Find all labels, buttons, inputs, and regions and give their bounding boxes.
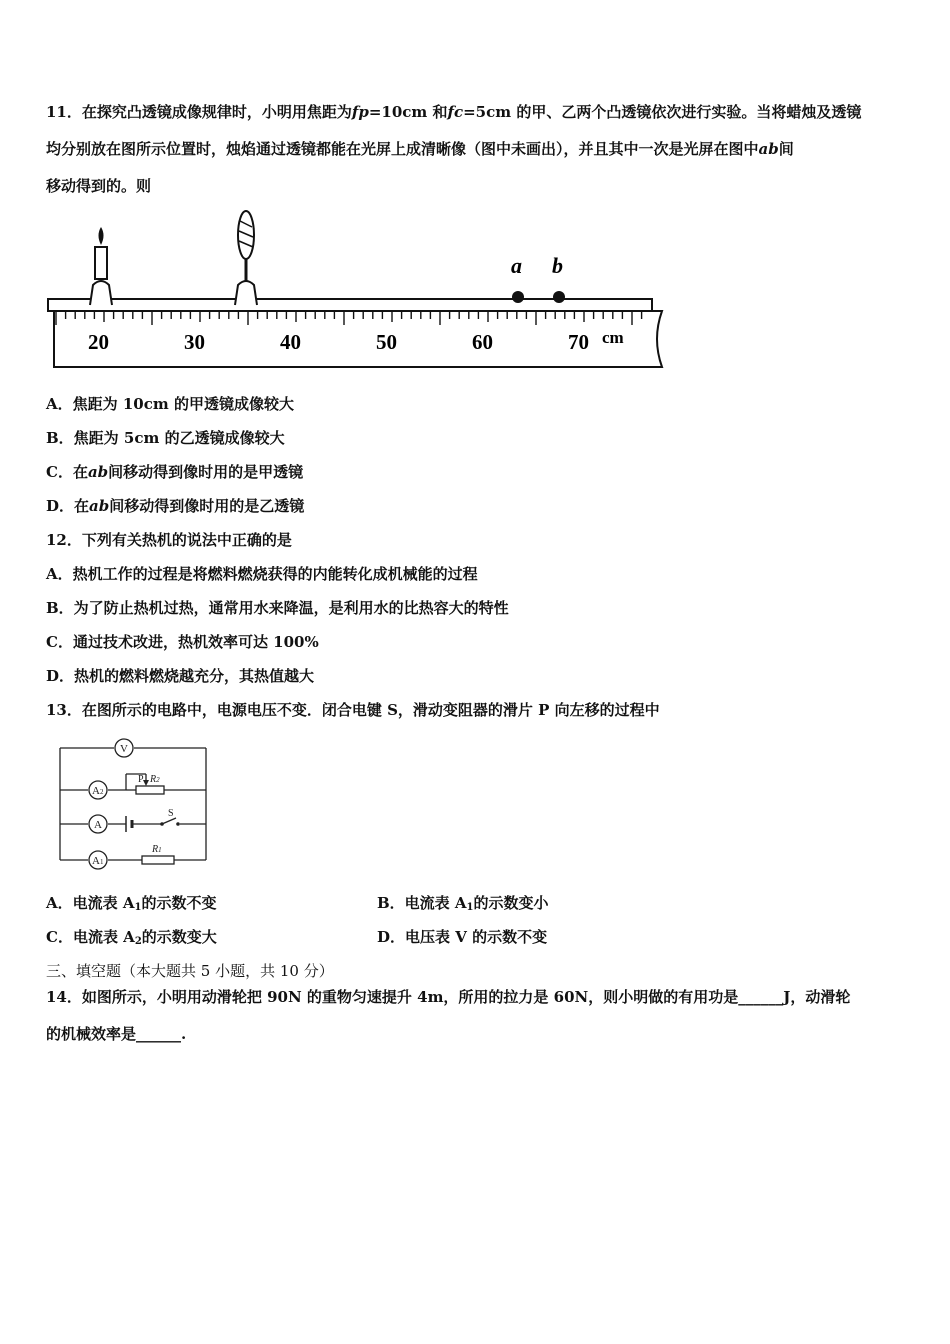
q12-option-c[interactable]: C．通过技术改进，热机效率可达 100% (46, 633, 319, 651)
q11-option-d[interactable]: D．在ab间移动得到像时用的是乙透镜 (46, 497, 305, 515)
label-p: P (138, 774, 144, 785)
circuit-diagram (56, 738, 212, 870)
tick-label: 60 (472, 330, 493, 354)
q11-option-c[interactable]: C．在ab间移动得到像时用的是甲透镜 (46, 463, 304, 481)
q12-option-b[interactable]: B．为了防止热机过热，通常用水来降温，是利用水的比热容大的特性 (46, 599, 509, 617)
q13-stem: 13．在图所示的电路中，电源电压不变．闭合电键 S，滑动变阻器的滑片 P 向左移的过程中 (46, 701, 660, 719)
fc-symbol: fc (447, 103, 464, 121)
tick-label: 30 (184, 330, 205, 354)
tick-label: 50 (376, 330, 397, 354)
q13-option-a[interactable]: A．电流表 $A_1$的示数不变 (46, 894, 217, 913)
q11-stem: 11．在探究凸透镜成像规律时，小明用焦距为fp=10cm 和fc=5cm 的甲、乙两个凸透镜依次进行实验。当将蜡烛及透镜 均分别放在图所示位置时，烛焰通过透镜都能在光屏上成清晰像（图中未画出），并且其中一次是光屏在图中ab间 移动得到的。则 (46, 103, 862, 195)
q12-option-d[interactable]: D．热机的燃料燃烧越充分，其热值越大 (46, 667, 315, 685)
label-a2: A2 (92, 785, 104, 797)
point-b-marker (553, 291, 565, 303)
tick-label: 70 (568, 330, 589, 354)
q13-option-d[interactable]: D．电压表 V 的示数不变 (377, 928, 548, 946)
q11-option-b[interactable]: B．焦距为 5cm 的乙透镜成像较大 (46, 429, 285, 447)
ab-symbol: ab (758, 140, 779, 158)
label-a: A (94, 819, 102, 831)
q13-option-c[interactable]: C．电流表 $A_2$的示数变大 (46, 928, 217, 947)
q13-option-b[interactable]: B．电流表 $A_1$的示数变小 (377, 894, 549, 913)
section-heading: 三、填空题（本大题共 5 小题，共 10 分） (46, 962, 334, 980)
q12-stem: 12．下列有关热机的说法中正确的是 (46, 531, 292, 549)
fp-symbol: fp (351, 103, 369, 121)
label-r1: R1 (152, 844, 162, 855)
label-r2: R2 (150, 774, 160, 785)
candle-icon (90, 227, 112, 305)
label-a1: A1 (92, 855, 104, 867)
point-a-marker (512, 291, 524, 303)
q11-option-a[interactable]: A．焦距为 10cm 的甲透镜成像较大 (46, 395, 294, 413)
q14-line-2: 的机械效率是______. (46, 1025, 187, 1043)
q14-line-1: 14．如图所示，小明用动滑轮把 90N 的重物匀速提升 4m，所用的拉力是 60N，则小明做的有用功是______J，动滑轮 (46, 988, 851, 1006)
convex-lens-icon (235, 211, 257, 305)
label-s: S (168, 808, 174, 819)
unit-label: cm (602, 328, 624, 347)
q12-option-a[interactable]: A．热机工作的过程是将燃料燃烧获得的内能转化成机械能的过程 (46, 565, 478, 583)
tick-label: 40 (280, 330, 301, 354)
point-a-label: a (511, 253, 522, 278)
tick-label: 20 (88, 330, 109, 354)
point-b-label: b (552, 253, 563, 278)
optical-bench-figure (46, 205, 670, 375)
label-v: V (120, 743, 128, 755)
